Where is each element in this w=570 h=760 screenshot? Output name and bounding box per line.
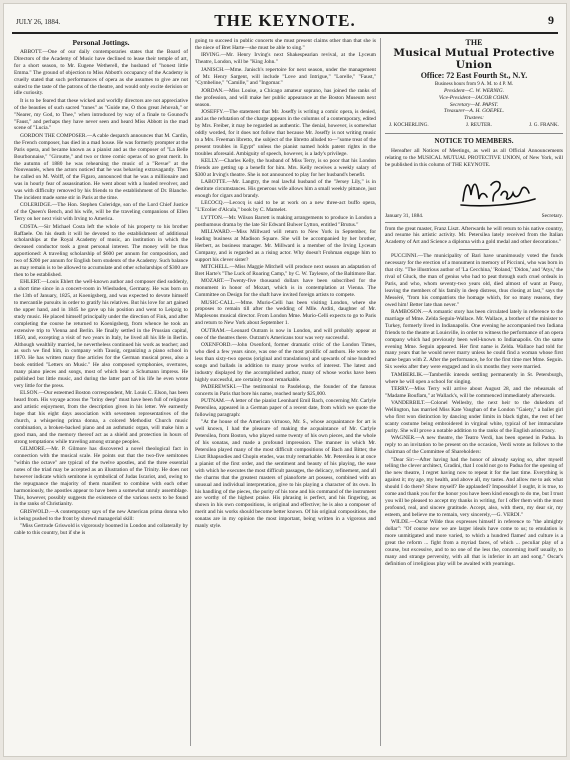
article-paragraph: ABBOTT.—One of our daily contemporaries states that the Board of Directors of the Academy of Music have declined to lease their temple of art, for a short season, to Mr. Eugene Wetherell, the husband of "honest little Emma." The ground of objection to Miss Abbott's occupancy of the Academy is cruelly stated that such performances of opera as she assumes to give are not suited to the taste of the patrons of the theatre, and would only excite derision or idle curiosity.: [14, 49, 188, 97]
article-paragraph: IRVING.—Mr. Henry Irving's next Shakespearian revival, at the Lyceum Theatre, London, will be "King John.": [195, 52, 376, 66]
signature: [385, 171, 563, 211]
article-paragraph: OUTRAM.—Leonard Outram is now in London, and will probably appear at one of the theatres there. Outram's Americans tour was very successful.: [195, 327, 376, 341]
article-paragraph: RAMBOSON.—A romantic story has been circulated lately in reference to the marriage of Mme. Zelda Seguin-Wallace. Mr. Wallace, a brother of the minister to Turkey, formerly lived in Indianapolis. One evening he accompanied two Indiana friends to the theatre at Louisville, in order to witness the performance of an opera company which had previously been well-known to Indianapolis. On the same evening Mme. Seguin appeared. Her first name is Zelda. Wallace had told for many years that he would never marry unless he could find a woman whose first name began with Z. After the performance, he for the first time met Mme. Seguin. Six weeks after they were engaged and in six months they were married.: [385, 308, 563, 371]
treasurer: Treasurer—A. H. GOEPEL.: [443, 108, 505, 115]
article-paragraph: JOSEFFY.—The statement that Mr. Joseffy is writing a comic opera, is denied, and as the refutation of the charge appears in the columns of a contemporary, edited by Mrs. Freiber, it may be regarded as authentic. The denial, however, is somewhat oddly worded, for it does not follow that because Mr. Joseffy is not writing music to a Mrs. Freeman libretto, the subject of the libretto alluded to—"some treat of the present troubles in Egypt" unless the pianist named holds patent rights in the troubles aforesaid. Ambiguity of speech, however, is a lady's privilege.: [195, 109, 376, 157]
header-rule: [12, 32, 558, 34]
article-paragraph: MOZART.—Twenty-five thousand dollars have been subscribed for the monument in honor of Mozart, which is in contemplation at Vienna. The Committee on Design for the shaft have invited foreign artists to compete.: [195, 278, 376, 299]
secretary: Secretary—M. PAPST.: [449, 101, 499, 108]
section-title: Personal Jottings.: [72, 38, 130, 47]
trustee-name: J. KOCHERLING.: [389, 121, 429, 128]
article-paragraph: "At the house of the American virtuoso, Mr. S., whose acquaintance for art is well known, I had the pleasure of making the acquaintance of Mr. Carlyle Petersilea, from Boston, who played some twenty of his own pieces, and the whole of his sonatas, and made a profound impression. The manner in which Mr. Petersilea played many of the most difficult compositions of Bach and Bitter, the Liszt Rhapsodies and Chopin etudes, was truly remarkable. Mr. Petersilea is at once a pianist of the first order, and the sentiment and beauty of his playing, the ease with which he executes the most difficult passages, the delicacy, refinement, and all the charms that the greatest masters of pianoforte art possess, combined with an unusual and individual interpretation, give to his playing a character of its own. In his handling of the pieces, the purity of his tone and his command of the instrument are worthy of the highest praise. His phrasing is perfect, and his fingering, as shown in his own compositions, is original and effective; he is also a composer of merit and his works should become better known. Of his original compositions, the sonatas are in my opinion the most important, being written in a vigorous and manly style.: [195, 419, 376, 530]
page-header: [12, 10, 558, 32]
article-paragraph: GILMORE.—Mr. P. Gilmore has discovered a novel theological fact in connection with the musical scale. He points out that the two-five semitones "within the octave" are typical of the twelve apostles, and the three essential notes of the triad may be accepted as an illustration of the Trinity. He does not however indicate which semitone is symbolical of Judas Iscariot, and, owing to the repugnance the majority of them manifest to combine with each other harmoniously, the apostles appear to have been a somewhat unruly assemblage. This, however, possibly suggests the existence of the various sects to be found in the ranks of Christianity.: [14, 446, 188, 508]
signature-role: Secretary.: [541, 212, 563, 219]
handwritten-signature-image: [455, 171, 539, 211]
business-hours: Business hours from 9 A. M. to 4 P. M.: [434, 82, 514, 87]
newspaper-page: [3, 3, 567, 757]
article-paragraph: VANDERBILT.—Colonel Wellesby, the next heir to the dukedom of Wellington, has married Miss Kate Vaughan of the London "Gaiety," a ballet girl who first won distinction by dancing under limits in black tights, the rest of her scanty costume being embroidered in virginal white, typical of her immaculate purity. She will prove a notable addition to the ranks of the English aristocracy.: [385, 400, 563, 434]
column-2: [195, 38, 376, 748]
article-paragraph: LABOTTE.—Mr. Langtry, the real lawful husband of the "Jersey Lily," is in destitute circumstances. His generous wife allows him a small weekly pittance, just enough for cigars and brandy.: [195, 179, 376, 199]
article-paragraph: ELSON.—Our esteemed Boston correspondent, Mr. Louis C. Elson, has been heard from. His voyage across the "briny deep" must have been full of religious and artistic enjoyment, from the description given in his letter. We earnestly hope that his eight days association with seventeen representatives of the church, a whispering prima donna, a colored Methodist Church music combination, a broken-backed piano and an asthmatic organ, will make him a good man, and the memory thereof act as a shield and protection in hours of strong temptations while traveling among strange peoples.: [14, 390, 188, 445]
article-paragraph: GRISWOLD.—A contemporary says of the new American prima donna who is being pushed to the front by shrewd managerial skill:: [14, 508, 188, 522]
article-paragraph: from the great master, Franz Liszt. Afterwards he will return to his native country, and resume his artistic activity. Mr. Petersilea lately received from the Italian Academy of Art and Science a diploma with a gold medal and other decorations.": [385, 225, 563, 246]
article-paragraph: JORDAN.—Miss Louise, a Chicago amateur soprano, has joined the ranks of the profession, and will make her public appearance at the Boston Museum next season.: [195, 87, 376, 108]
union-name: Musical Mutual Protective Union: [393, 47, 555, 71]
article-paragraph: going to succeed in public concerts she must present claims other than that she is the niece of Bret Harte—she must be able to sing.": [195, 38, 376, 51]
notice-paragraph: Hereafter all Notices of Meetings, as well as all Official Announcements relating to the MUSICAL MUTUAL PROTECTIVE UNION, of New York, will be published in this column of THE KEYNOTE.: [385, 147, 563, 168]
article-paragraph: WAGNER.—A new theatre, the Teatro Verdi, has been opened in Padua. In reply to an invitation to be present on the occasion, Verdi wrote as follows to the chairman of the Committee of Shareholders:: [385, 435, 563, 456]
column-divider: [380, 38, 381, 746]
divider: [459, 249, 489, 250]
signature-date: January 31, 1884.: [385, 212, 424, 219]
article-paragraph: EHLERT.—Louis Ehlert the well-known author and composer died suddenly, a short time since in a concert-room in Wiesbaden, Germany. He was born on the 13th of January, 1825, at Koenigsberg, and was expected to devote himself to mercantile pursuits in order to gratify his relatives. But his love for art gained the upper hand, and in 1845 he gave up his position and went to Leipzig to study music. He placed himself principally under the direction of Fink, and after completing the course he returned to Koenigsberg, from whence he took an extensive trip to Vienna and Berlin. He finally settled in the Prussian capital, 1850, and, excepting a visit of two years in Italy, he lived all his life in Berlin. Although wealthily married, he nevertheless continued his work as teacher; and as such we find him, in company with Tausig, organizing a piano school in 1870. He has written many fine articles for the German musical press, also a book entitled "Letters on Music." He also composed symphonies, overtures, many piano pieces and songs, most of which bear a Schumann impress. He published but little music, and during the latter part of his life he even wrote very little for the press.: [14, 279, 188, 389]
article-paragraph: MUSIC-CALL.—Mme. Murio-Celli has been visiting London, where she proposes to remain till after the wedding of Mlle. Arditi, daughter of Mr. Maplesons musical director. From London Mme. Murio-Celli expects to go to Paris and return to New York about September 1.: [195, 299, 376, 327]
president: President—C. W. WERNIG.: [444, 88, 504, 94]
article-paragraph: COSTA.—Sir Michael Costa left the whole of his property to his brother Raffaele. On his death it will be devoted to the establishment of additional scholarships at the Royal Academy of music, an institution in which the deceased conductor took a great personal interest. The money will be thus apportioned: A traveling scholarship of $600 per annum for composition, and two of $200 per annum for English born students of the Academy. Such balance as may remain is to be allowed to accumulate and other scholarships of $300 are then to be established.: [14, 223, 188, 278]
article-paragraph: PUTNAM.—A letter of the pianist Leonhard Emil Bach, concerning Mr. Carlyle Petersilea, appeared in a German paper of a recent date, from which we quote the following paragraph:: [195, 398, 376, 419]
page-number: 9: [548, 13, 554, 27]
ad-the: THE: [465, 38, 483, 47]
column-1: [14, 38, 188, 748]
union-advertisement: [385, 38, 563, 134]
issue-date: JULY 26, 1884.: [16, 18, 61, 26]
article-paragraph: MITCHELL.—Miss Maggie Mitchell will produce next season an adaptation of Bret Harte's "The Luck of Roaring Camp," by C. W. Tayleure, of the Baltimore Bar.: [195, 264, 376, 277]
article-paragraph: MILLWARD.—Miss Millward will return to New York in September, for leading business at Madison Square. She will be accompanied by her brother, Herbert, as business manager. Mr. Millward is a member of the Irving Lyceum Company, and is regarded as a rising actor. Why doesn't Frohman engage him to support his clever sister?: [195, 228, 376, 263]
article-paragraph: KELLY.—Charles Kelly, the husband of Miss Terry, is so poor that his London friends are getting up a benefit for him. Mrs. Kelly receives a weekly salary of $300 at Irving's theatre. She is not announced to play for her husband's benefit.: [195, 157, 376, 178]
trustee-name: J. REUTER.: [465, 121, 492, 128]
article-paragraph: PADEREWSKI.—The testimonial to Pasdeloup, the founder of the famous concerts in Paris that bore his name, reached nearly $25,000.: [195, 383, 376, 397]
article-paragraph: "Dear Sir:—After having had the honor of already saying so, after myself telling the clever architect, Gradini, that I could not go to Padua for the opening of the new theatre, I regret having now to repeat it for the last time. Everything is against it; my age, my health, and above all, my tastes. And allow me to ask what should I do there? Show myself? Be applauded? Impossible! I ought, it is true, to come and thank you for the honor you have been kind enough to do me, but I trust you will be pleased to accept my thanks in writing, for I offer them with the most profound, real, and sincere gratitude. Accept, also, with them, my dear sir, my esteem, and believe me to remain, very sincerely,—G. VERDI.": [385, 456, 563, 518]
column-divider: [190, 38, 191, 746]
column-3: [385, 38, 563, 748]
article-paragraph: PUCCINNI.—The municipality of Bari have unanimously voted the funds necessary for the erection of a monument in memory of Piccinni, who was born in that city. "The illustrious author of 'La Cecchina,' 'Roland,' 'Didon,' and 'Atys,' the rival of Gluck, the man of genius who had to peat through such cruel ordeals in Paris, and who, whom seventy-two years old, died almost of want at Passy, leaving the members of his family in deep distress, thus closing at last," says the Messéré, "from his compatriots the homage which, for so many reasons, they owed him! Better late than never.": [385, 253, 563, 308]
article-paragraph: GORDON THE COMPOSER.—A cable despatch announces that M. Cardin, the French composer, has died in a mad house. He was formerly prompter at the Paris opera, and became known as a pianist and as the composer of "La Belle Bourbonnaise," "Giroutte," and two or three comic operas of no great merit. In the autumn of 1880 he was rehearsing the music of a "Revue" at the Nouveautés, when the actors noticed that he was behaving extravagantly. Then he called on M. Wolff, of the Figaro, announced that he was a millionaire and was in hourly fear of assassination. He went about with a loaded revolver, and was with difficulty removed by his friends to the establishment of Dr. Blanche. The incident made some stir in Paris at the time.: [14, 132, 188, 202]
article-paragraph: OXENFORD.—John Oxenford, former dramatic critic of the London Times, who died a few years since, was one of the most prolific of authors. He wrote no less than sixty-two operas (original and translations) and upwards of nine hundred songs and ballads in addition to many prose works of interest. The latest and industry displayed by the accomplished author, many of whose works have been highly successful, are certainly most remarkable.: [195, 341, 376, 383]
article-paragraph: LYTTON.—Mr. Wilson Barrett is making arrangements to produce in London a posthumous drama by the late Sir Edward Bulwer Lytton, entitled "Brutus.": [195, 214, 376, 228]
article-paragraph: LECOCQ.—Lecocq is said to be at work on a new three-act buffo opera, "L'Ecolier d'Alcala," book by C. Mamelet.: [195, 200, 376, 214]
vice-president: Vice-President—JACOB COHN.: [438, 94, 510, 101]
notice-title: NOTICE TO MEMBERS.: [434, 136, 514, 145]
article-paragraph: WILDE.—Oscar Wilde thus expresses himself in reference to "the almighty dollar": "Of course now we are larger ideals have come to us; to emulation is more unmitigated and more varied, to which a hundred flames' and culture is a great the reform ... fight from a myriad faces, of which ... peculiar play of a course, but excessive, and to no one of the less the, concerning itself usually, to many and strange perversity, with all that is inferior in art and song." Oscar's definition of irreligious play will be awaited with yearnings.: [385, 519, 563, 567]
signature-line: [385, 213, 563, 223]
masthead-title: THE KEYNOTE.: [214, 11, 356, 30]
article-paragraph: It is to be feared that these wicked and worldly directors are not appreciative of the beauties of such sacred "tunes" as "Guide me, O thou great Jehovah," or "Nearer, my God, to Thee," when introduced by way of a finale to Gounod's "Faust," and perhaps they have never seen and heard Miss Abbott in the mad scene of "Lucia.": [14, 97, 188, 132]
article-paragraph: "Miss Gertrude Griswold is vigorously boomed in London and collaterally by cable to this country, but if she is: [14, 523, 188, 537]
article-paragraph: JANISCH.—Mme. Janisch's repertoire for next season, under the management of Mr. Henry Sargent, will include "Love and Intrigue," "Lorelle," "Faust," "Cymbeline," "Camille," and "Ingomar.": [195, 66, 376, 87]
office-address: Office: 72 East Fourth St., N.Y.: [420, 71, 528, 80]
article-paragraph: TAMBERLIK.—Tamberlik intends settling permanently in St. Petersburgh, where he will open a school for singing.: [385, 371, 563, 385]
trustees-list: [385, 122, 563, 129]
trustee-name: J. G. FRANK.: [529, 121, 559, 128]
article-paragraph: TERRY.—Miss Terry will arrive about August 28, and the rehearsals of "Madame Bouflam," at Wallack's, will be commenced immediately afterwards.: [385, 385, 563, 399]
trustees-label: Trustees:: [464, 115, 484, 122]
article-paragraph: COLERIDGE.—The Hon. Stephen Coleridge, son of the Lord Chief Justice of the Queen's Bench, and his wife, will be the traveling companions of Ellen Terry on her next visit with Irving to America.: [14, 202, 188, 223]
